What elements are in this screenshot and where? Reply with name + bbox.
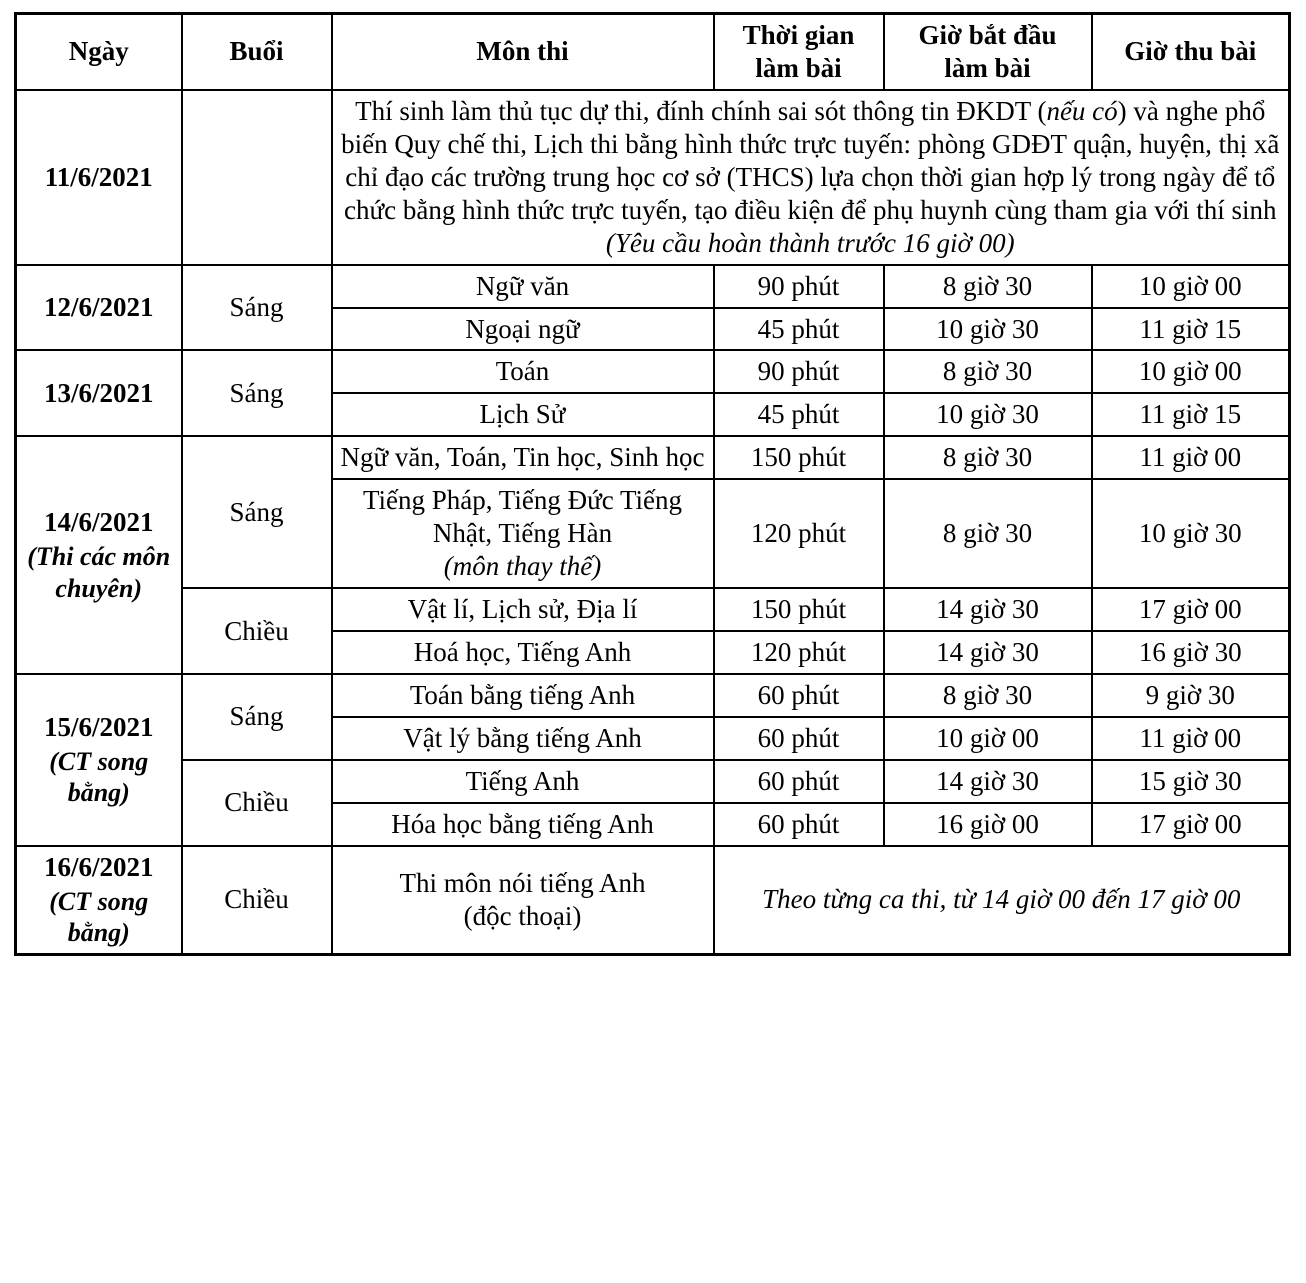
session-empty-11-6 — [182, 90, 332, 265]
date-15-6-value: 15/6/2021 — [43, 711, 154, 742]
note-part-2: ) và nghe phổ biến Quy chế thi, Lịch thi bằng hình thức trực tuyến: phòng GDĐT quận, huyện, thị xã chỉ đạo các trường trung học cơ sở (THCS) lựa chọn thời gian hợp lý trong ngày để tổ chức bằng hình thức trực tuyến, tạo điều kiện để phụ huynh cùng tham gia với thí sinh — [341, 95, 1280, 225]
date-15-6-subnote: (CT song bằng) — [49, 746, 149, 808]
table-header-row — [16, 14, 1290, 90]
subject-cell: Toán bằng tiếng Anh — [332, 674, 714, 717]
header-end-time: Giờ thu bài — [1092, 14, 1290, 90]
end-time-cell: 10 giờ 00 — [1092, 350, 1290, 393]
start-time-cell: 8 giờ 30 — [884, 436, 1092, 479]
end-time-cell: 16 giờ 30 — [1092, 631, 1290, 674]
procedural-note-cell — [332, 90, 1290, 265]
note-italic-2: (Yêu cầu hoàn thành trước 16 giờ 00) — [605, 227, 1015, 258]
start-time-cell: 10 giờ 00 — [884, 717, 1092, 760]
header-start-time — [884, 14, 1092, 90]
end-time-cell: 11 giờ 15 — [1092, 308, 1290, 351]
subject-cell — [332, 479, 714, 588]
note-italic-1: nếu có — [1046, 95, 1118, 126]
subject-cell — [332, 846, 714, 955]
subject-cell: Lịch Sử — [332, 393, 714, 436]
subject-cell: Hoá học, Tiếng Anh — [332, 631, 714, 674]
subject-cell: Ngữ văn, Toán, Tin học, Sinh học — [332, 436, 714, 479]
subject-line1: Thi môn nói tiếng Anh — [399, 867, 646, 898]
table-row — [16, 674, 1290, 717]
date-16-6-value: 16/6/2021 — [43, 851, 154, 882]
duration-cell: 45 phút — [714, 308, 884, 351]
speaking-exam-time-note: Theo từng ca thi, từ 14 giờ 00 đến 17 giờ 00 — [714, 846, 1290, 955]
subject-cell: Vật lý bằng tiếng Anh — [332, 717, 714, 760]
duration-cell: 120 phút — [714, 631, 884, 674]
start-time-cell: 8 giờ 30 — [884, 479, 1092, 588]
subject-cell: Vật lí, Lịch sử, Địa lí — [332, 588, 714, 631]
end-time-cell: 11 giờ 00 — [1092, 717, 1290, 760]
end-time-cell: 10 giờ 00 — [1092, 265, 1290, 308]
end-time-cell: 9 giờ 30 — [1092, 674, 1290, 717]
duration-cell: 150 phút — [714, 588, 884, 631]
header-start-line2: làm bài — [944, 52, 1031, 83]
date-15-6 — [16, 674, 182, 846]
subject-line2: (độc thoại) — [463, 900, 582, 931]
header-session: Buổi — [182, 14, 332, 90]
date-12-6: 12/6/2021 — [16, 265, 182, 351]
date-16-6 — [16, 846, 182, 955]
session-14-6-morning: Sáng — [182, 436, 332, 588]
start-time-cell: 14 giờ 30 — [884, 760, 1092, 803]
start-time-cell: 10 giờ 30 — [884, 393, 1092, 436]
date-14-6-value: 14/6/2021 — [43, 506, 154, 537]
session-15-6-afternoon: Chiều — [182, 760, 332, 846]
session-12-6-morning: Sáng — [182, 265, 332, 351]
duration-cell: 150 phút — [714, 436, 884, 479]
end-time-cell: 17 giờ 00 — [1092, 803, 1290, 846]
subject-cell: Ngữ văn — [332, 265, 714, 308]
header-duration-line2: làm bài — [755, 52, 842, 83]
end-time-cell: 17 giờ 00 — [1092, 588, 1290, 631]
header-duration-line1: Thời gian — [742, 20, 855, 50]
subject-text: Tiếng Pháp, Tiếng Đức Tiếng Nhật, Tiếng Hàn — [363, 485, 682, 549]
exam-schedule-table — [14, 12, 1291, 956]
note-part-1: Thí sinh làm thủ tục dự thi, đính chính sai sót thông tin ĐKDT ( — [355, 95, 1047, 126]
header-duration — [714, 14, 884, 90]
date-14-6 — [16, 436, 182, 674]
start-time-cell: 16 giờ 00 — [884, 803, 1092, 846]
subject-cell: Hóa học bằng tiếng Anh — [332, 803, 714, 846]
table-row — [16, 760, 1290, 803]
table-row — [16, 588, 1290, 631]
duration-cell: 60 phút — [714, 803, 884, 846]
start-time-cell: 14 giờ 30 — [884, 631, 1092, 674]
duration-cell: 60 phút — [714, 760, 884, 803]
table-row — [16, 436, 1290, 479]
header-start-line1: Giờ bắt đầu — [918, 20, 1057, 50]
table-row — [16, 350, 1290, 393]
date-13-6: 13/6/2021 — [16, 350, 182, 436]
duration-cell: 45 phút — [714, 393, 884, 436]
subject-subnote: (môn thay thế) — [443, 551, 602, 582]
table-row — [16, 90, 1290, 265]
duration-cell: 90 phút — [714, 350, 884, 393]
session-16-6-afternoon: Chiều — [182, 846, 332, 955]
subject-cell: Ngoại ngữ — [332, 308, 714, 351]
start-time-cell: 8 giờ 30 — [884, 674, 1092, 717]
duration-cell: 120 phút — [714, 479, 884, 588]
end-time-cell: 15 giờ 30 — [1092, 760, 1290, 803]
start-time-cell: 8 giờ 30 — [884, 350, 1092, 393]
subject-cell: Tiếng Anh — [332, 760, 714, 803]
table-row — [16, 265, 1290, 308]
header-subject: Môn thi — [332, 14, 714, 90]
end-time-cell: 11 giờ 00 — [1092, 436, 1290, 479]
subject-cell: Toán — [332, 350, 714, 393]
session-14-6-afternoon: Chiều — [182, 588, 332, 674]
date-11-6: 11/6/2021 — [16, 90, 182, 265]
end-time-cell: 10 giờ 30 — [1092, 479, 1290, 588]
duration-cell: 60 phút — [714, 674, 884, 717]
start-time-cell: 10 giờ 30 — [884, 308, 1092, 351]
session-15-6-morning: Sáng — [182, 674, 332, 760]
date-14-6-subnote: (Thi các môn chuyên) — [27, 541, 171, 603]
date-16-6-subnote: (CT song bằng) — [49, 886, 149, 948]
start-time-cell: 14 giờ 30 — [884, 588, 1092, 631]
session-13-6-morning: Sáng — [182, 350, 332, 436]
duration-cell: 60 phút — [714, 717, 884, 760]
header-date: Ngày — [16, 14, 182, 90]
duration-cell: 90 phút — [714, 265, 884, 308]
table-row — [16, 846, 1290, 955]
start-time-cell: 8 giờ 30 — [884, 265, 1092, 308]
end-time-cell: 11 giờ 15 — [1092, 393, 1290, 436]
